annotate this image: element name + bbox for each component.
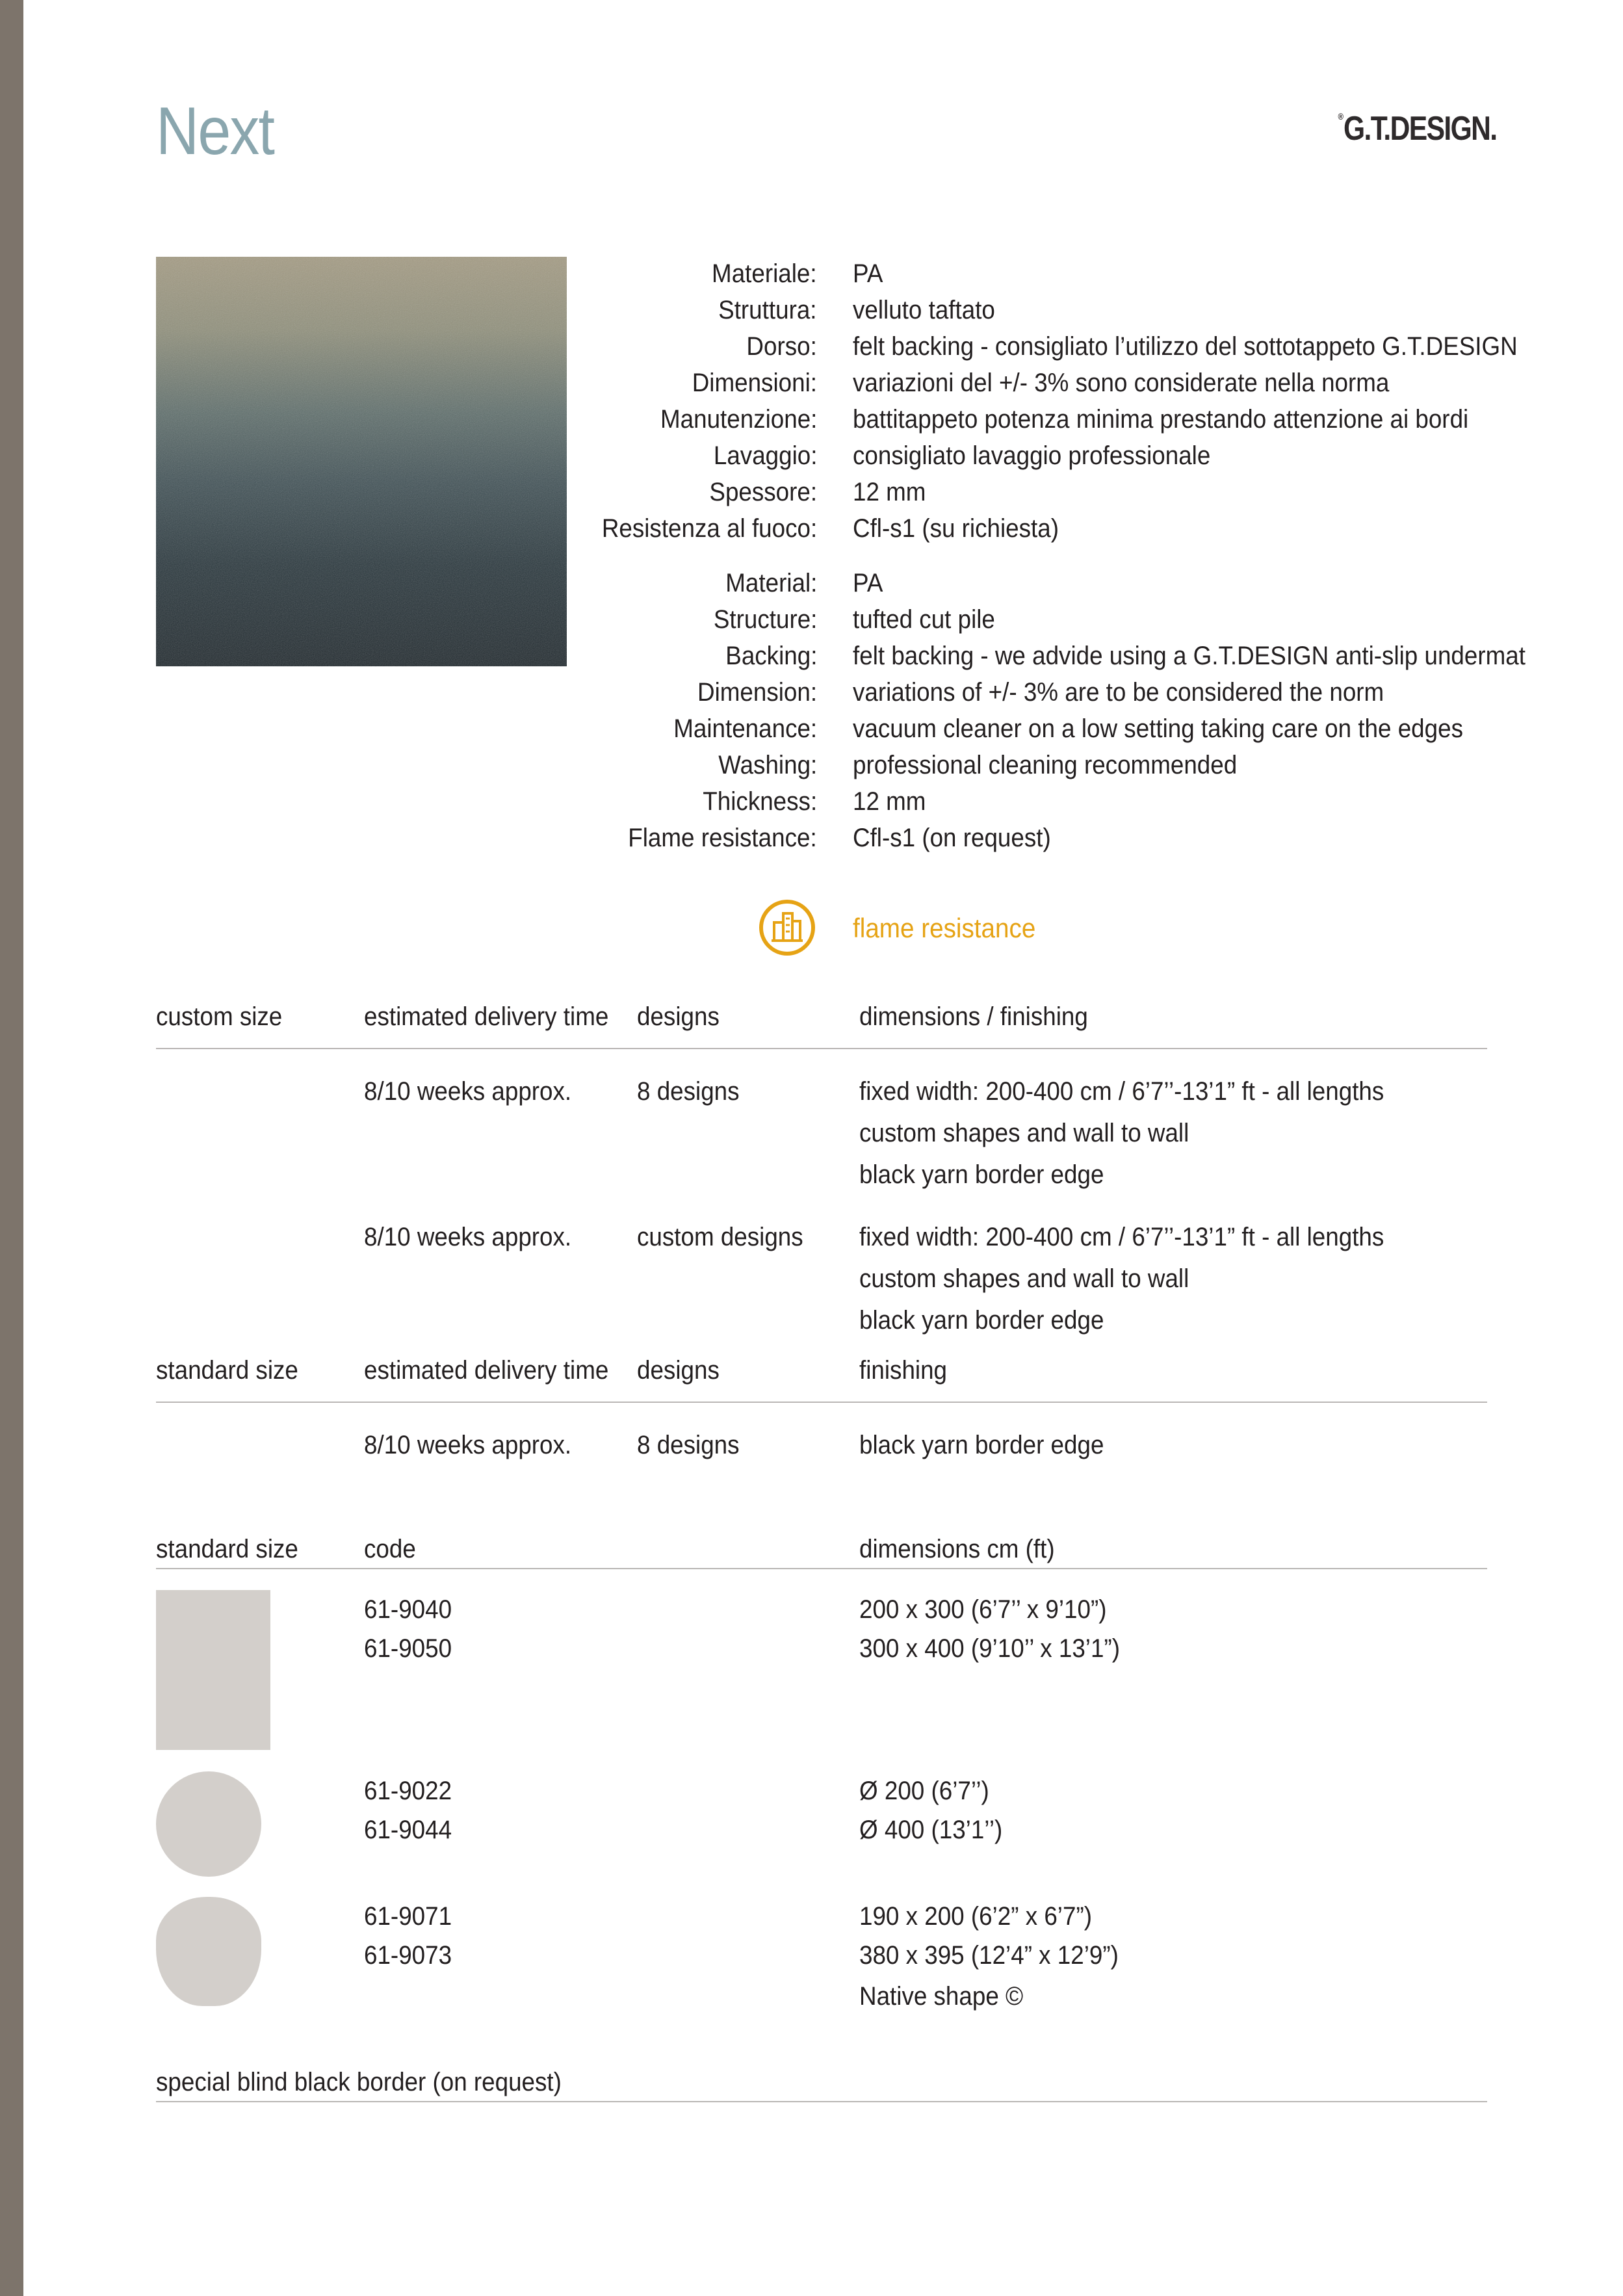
spec-value: PA: [853, 259, 883, 288]
spec-value: professional cleaning recommended: [853, 751, 1238, 779]
spec-row: [0, 474, 1623, 510]
spec-row: [0, 328, 1623, 365]
custom-header-delivery: estimated delivery time: [364, 1002, 609, 1031]
spec-value: Cfl-s1 (su richiesta): [853, 514, 1059, 543]
spec-label: Structure:: [713, 605, 817, 634]
divider: [156, 1048, 1487, 1049]
rectangle-shape-icon: [156, 1590, 270, 1750]
spec-row: [0, 747, 1623, 783]
spec-row: [0, 365, 1623, 401]
brand-logo: [1338, 112, 1496, 146]
spec-row: [0, 711, 1623, 747]
spec-row: [0, 820, 1623, 856]
custom-header-size: custom size: [156, 1002, 283, 1031]
native-shape-icon: [156, 1897, 261, 2006]
spec-row: [0, 292, 1623, 328]
spec-value: PA: [853, 569, 883, 597]
registered-mark: ®: [1338, 111, 1342, 122]
spec-value: battitappeto potenza minima prestando attenzione ai bordi: [853, 405, 1469, 434]
spec-label: Dimensioni:: [692, 369, 817, 397]
spec-row: [0, 401, 1623, 437]
page-title: Next: [156, 94, 274, 169]
finishing-value: black yarn border edge: [859, 1431, 1104, 1459]
product-dimension: 300 x 400 (9’10’’ x 13’1”): [859, 1634, 1120, 1663]
designs-count: 8 designs: [637, 1431, 740, 1459]
product-code: 61-9050: [364, 1634, 452, 1663]
codes-header-size: standard size: [156, 1535, 298, 1563]
dimension-line: custom shapes and wall to wall: [859, 1119, 1189, 1147]
delivery-time: 8/10 weeks approx.: [364, 1431, 572, 1459]
delivery-time: 8/10 weeks approx.: [364, 1077, 572, 1106]
standard-header-delivery: estimated delivery time: [364, 1356, 609, 1385]
spec-value: 12 mm: [853, 478, 926, 506]
brand-name: G.T.DESIGN.: [1343, 110, 1496, 148]
spec-value: Cfl-s1 (on request): [853, 824, 1051, 852]
circle-shape-icon: [156, 1771, 261, 1877]
dimension-line: black yarn border edge: [859, 1160, 1104, 1189]
dimension-line: fixed width: 200-400 cm / 6’7’’-13’1” ft - all lengths: [859, 1223, 1384, 1251]
standard-header-designs: designs: [637, 1356, 720, 1385]
designs-count: custom designs: [637, 1223, 803, 1251]
spec-value: 12 mm: [853, 787, 926, 816]
building-icon: [759, 899, 816, 956]
product-code: 61-9073: [364, 1941, 452, 1970]
spec-row: [0, 674, 1623, 711]
spec-label: Manutenzione:: [660, 405, 817, 434]
dimension-line: black yarn border edge: [859, 1306, 1104, 1335]
spec-label: Backing:: [725, 642, 817, 670]
spec-row: [0, 437, 1623, 474]
dimension-line: custom shapes and wall to wall: [859, 1264, 1189, 1293]
standard-header-size: standard size: [156, 1356, 298, 1385]
spec-label: Spessore:: [709, 478, 817, 506]
spec-label: Dorso:: [746, 332, 817, 361]
custom-header-designs: designs: [637, 1002, 720, 1031]
codes-header-dimensions: dimensions cm (ft): [859, 1535, 1055, 1563]
spec-value: variations of +/- 3% are to be considered the norm: [853, 678, 1384, 707]
spec-label: Dimension:: [697, 678, 817, 707]
spec-value: felt backing - consigliato l’utilizzo del sottotappeto G.T.DESIGN: [853, 332, 1518, 361]
spec-value: variazioni del +/- 3% sono considerate nella norma: [853, 369, 1390, 397]
feature-label: flame resistance: [853, 913, 1036, 943]
footer-note: special blind black border (on request): [156, 2068, 562, 2096]
spec-value: velluto taftato: [853, 296, 995, 324]
codes-header-code: code: [364, 1535, 416, 1563]
product-dimension: Ø 200 (6’7’’): [859, 1777, 989, 1805]
spec-value: tufted cut pile: [853, 605, 995, 634]
spec-label: Material:: [725, 569, 817, 597]
standard-header-finishing: finishing: [859, 1356, 948, 1385]
spec-label: Maintenance:: [673, 714, 817, 743]
spec-value: consigliato lavaggio professionale: [853, 441, 1211, 470]
product-code: 61-9044: [364, 1816, 452, 1844]
divider: [156, 1402, 1487, 1403]
spec-label: Resistenza al fuoco:: [601, 514, 817, 543]
spec-label: Lavaggio:: [713, 441, 817, 470]
spec-label: Struttura:: [718, 296, 817, 324]
spec-label: Flame resistance:: [628, 824, 817, 852]
spec-label: Materiale:: [712, 259, 817, 288]
delivery-time: 8/10 weeks approx.: [364, 1223, 572, 1251]
custom-header-dimensions: dimensions / finishing: [859, 1002, 1088, 1031]
spec-row: [0, 783, 1623, 820]
spec-value: vacuum cleaner on a low setting taking care on the edges: [853, 714, 1463, 743]
spec-label: Thickness:: [703, 787, 817, 816]
divider: [156, 1568, 1487, 1569]
product-dimension: 190 x 200 (6’2” x 6’7”): [859, 1902, 1092, 1931]
designs-count: 8 designs: [637, 1077, 740, 1106]
spec-row: [0, 601, 1623, 638]
product-dimension: 200 x 300 (6’7’’ x 9’10”): [859, 1595, 1107, 1624]
spec-row: [0, 255, 1623, 292]
product-dimension: Ø 400 (13’1’’): [859, 1816, 1003, 1844]
dimension-line: fixed width: 200-400 cm / 6’7’’-13’1” ft - all lengths: [859, 1077, 1384, 1106]
spec-value: felt backing - we advide using a G.T.DESIGN anti-slip undermat: [853, 642, 1526, 670]
spec-label: Washing:: [718, 751, 817, 779]
spec-row: [0, 638, 1623, 674]
product-code: 61-9071: [364, 1902, 452, 1931]
divider: [156, 2101, 1487, 2102]
spec-row: [0, 565, 1623, 601]
spec-row: [0, 510, 1623, 547]
product-code: 61-9040: [364, 1595, 452, 1624]
product-dimension: Native shape ©: [859, 1982, 1024, 2011]
product-dimension: 380 x 395 (12’4” x 12’9”): [859, 1941, 1119, 1970]
product-code: 61-9022: [364, 1777, 452, 1805]
